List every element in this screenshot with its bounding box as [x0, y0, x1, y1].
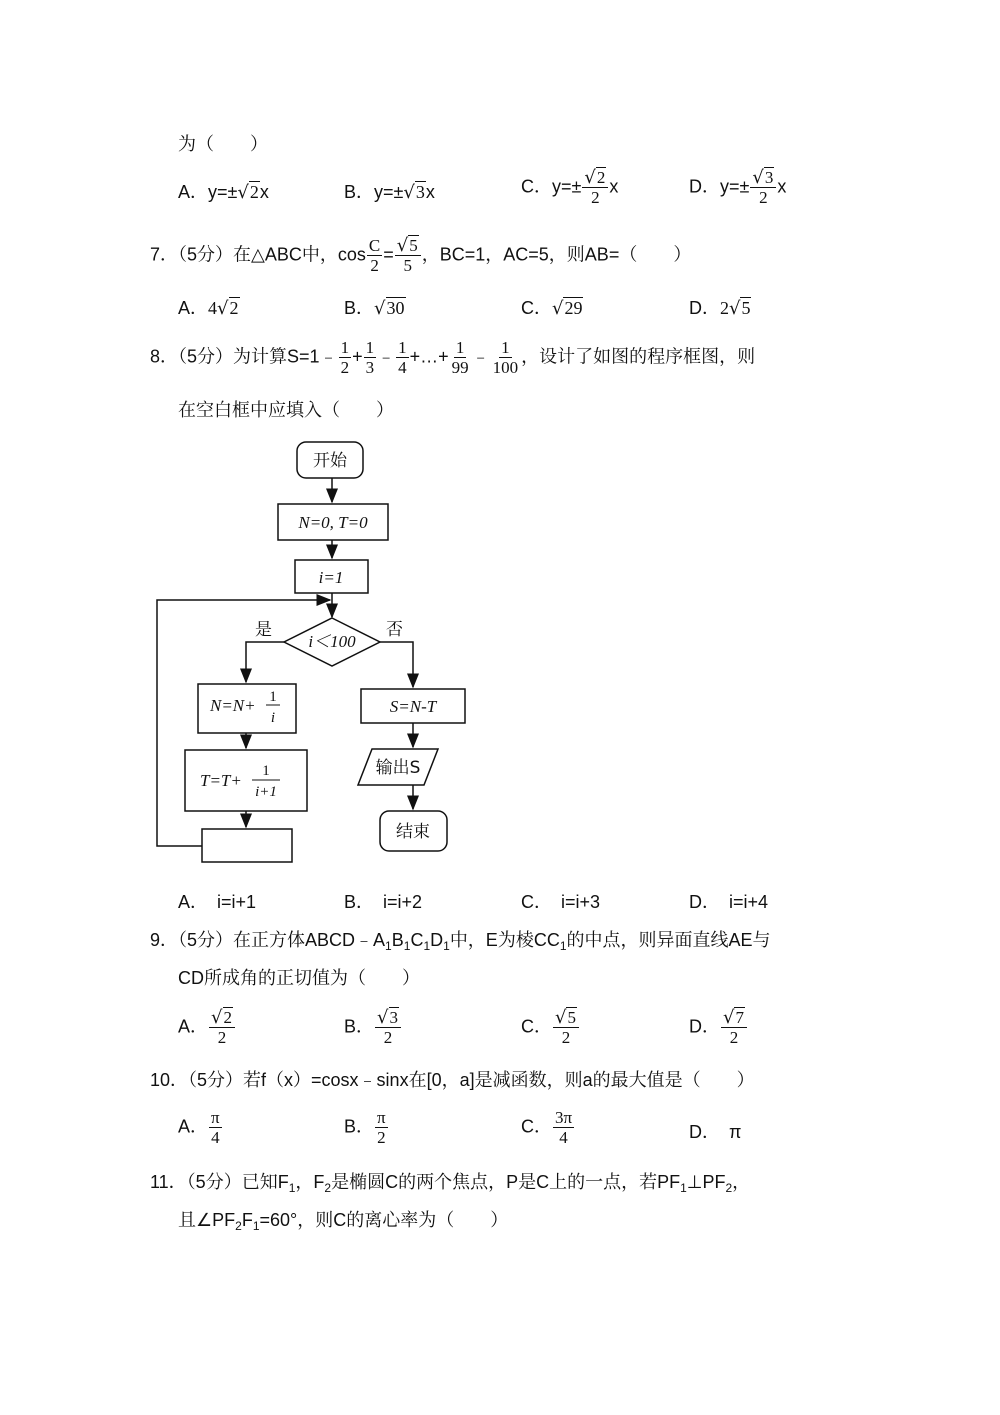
flowchart	[140, 432, 500, 882]
flow-i-init-label: i=1	[318, 568, 344, 587]
flow-yes-label: 是	[255, 620, 272, 640]
q7-option-b: B．√30	[344, 298, 405, 319]
q6-option-a: A．y=±√2x	[178, 182, 269, 203]
flow-init-label: N=0, T=0	[298, 513, 368, 532]
q9-stem-line2: CD所成角的正切值为（ ）	[178, 968, 420, 988]
flow-s-calc-label: S=N-T	[389, 697, 437, 716]
q10-option-b: B． $\frac{\pi}{2}$	[344, 1108, 386, 1147]
q6-option-b: B．y=±√3x	[344, 182, 435, 203]
flow-no-label: 否	[386, 620, 403, 640]
q8-option-a: A． i=i+1	[178, 892, 257, 912]
flow-t-update-num: 1	[262, 763, 270, 779]
flow-condition-label: i＜100	[308, 632, 356, 651]
q8-stem-line2: 在空白框中应填入（ ）	[178, 400, 394, 420]
flow-arrow-no	[380, 642, 413, 687]
q9-option-b: B． $\frac{√3}{2}$	[344, 1008, 402, 1047]
q6-option-c: C．y=± $\frac{√2}{2}$ x	[521, 167, 619, 207]
flow-blank-box	[202, 829, 292, 862]
q6-tail: 为（ ）	[178, 134, 268, 154]
q11-stem-line2: 且$\angle PF_2F_1=60^\circ$，则C的离心率为（ ）	[178, 1210, 509, 1233]
q7-stem: 7．（5分）在△ABC中，cos $\frac{C}{2}$ = $\frac{√5}{5}$ ，BC=1，AC=5，则AB=（ ）	[150, 235, 692, 275]
flow-n-update-num: 1	[269, 689, 277, 705]
flow-n-update-label: N=N+	[210, 696, 256, 715]
q9-option-a: A． $\frac{√2}{2}$	[178, 1008, 236, 1047]
q9-option-c: C． $\frac{√5}{2}$	[521, 1008, 580, 1047]
q10-option-c: C． $\frac{3\pi}{4}$	[521, 1108, 573, 1147]
q11-stem: 11．（5分）已知$F_1$，$F_2$是椭圆C的两个焦点，P是C上的一点，若$PF_1\perp PF_2$，	[150, 1172, 751, 1195]
q6-option-d: D．y=± $\frac{√3}{2}$ x	[689, 167, 787, 207]
q7-option-d: D．2√5	[689, 298, 751, 319]
q8-stem: 8．（5分）为计算S=1﹣ $\frac{1}{2}$ + $\frac{1}{3}$ ﹣ $\frac{1}{4}$ +…+ $\frac{1}{99}$ ﹣ $\frac{1}{100}$ ，设计了如图的程序框图，则	[150, 338, 756, 377]
q10-option-d: D． π	[689, 1122, 742, 1142]
flow-loop-arrow	[157, 600, 330, 846]
q8-option-d: D． i=i+4	[689, 892, 769, 912]
flow-start-label: 开始	[313, 451, 347, 471]
flow-end-label: 结束	[396, 822, 430, 842]
q9-stem: 9．（5分）在正方体$ABCD﹣A_1B_1C_1D_1$中，E为棱$CC_1$的中点，则异面直线AE与	[150, 930, 771, 953]
q7-option-c: C．√29	[521, 298, 583, 319]
flow-t-update-den: i+1	[255, 784, 277, 800]
flow-n-update-den: i	[270, 710, 276, 726]
q9-option-d: D． $\frac{√7}{2}$	[689, 1008, 748, 1047]
q7-option-a: A．4√2	[178, 298, 239, 319]
flow-arrow-yes	[246, 642, 284, 682]
q10-option-a: A． $\frac{\pi}{4}$	[178, 1108, 220, 1147]
q10-stem: 10．（5分）若f（x）=cosx﹣sinx在[0，a]是减函数，则a的最大值是（ ）	[150, 1070, 755, 1090]
q8-option-b: B． i=i+2	[344, 892, 423, 912]
flow-t-update-label: T=T+	[200, 771, 242, 790]
flow-output-label: 输出S	[375, 758, 421, 778]
q8-option-c: C． i=i+3	[521, 892, 601, 912]
